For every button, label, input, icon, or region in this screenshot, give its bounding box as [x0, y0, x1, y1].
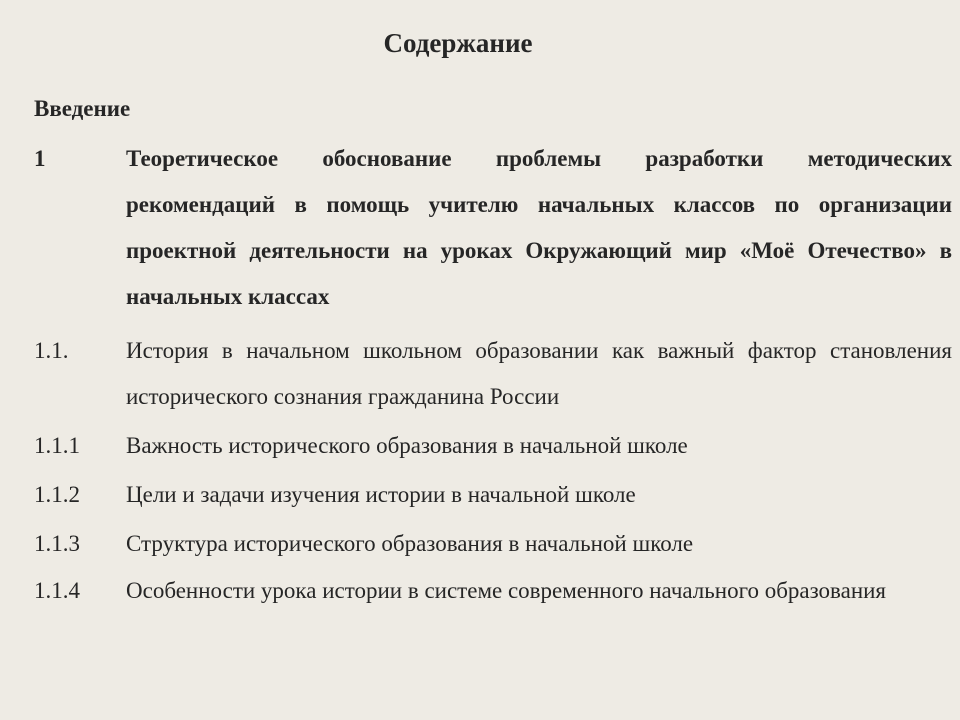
- toc-entry-number: 1.1.2: [34, 482, 80, 507]
- toc-entry-text: Особенности урока истории в системе современного начального образования: [126, 578, 887, 603]
- toc-entry-1-1: [34, 328, 952, 420]
- toc-intro: Введение: [34, 96, 131, 121]
- toc-entry-number: 1.1.3: [34, 531, 80, 556]
- toc-entry-text: Важность исторического образования в начальной школе: [126, 433, 688, 458]
- toc-entry-text: Структура исторического образования в начальной школе: [126, 531, 694, 556]
- page-title: Содержание: [383, 28, 533, 58]
- toc-entry-text: Теоретическое обоснование проблемы разработки методических рекомендаций в помощь учителю начальных классов по организации проектной деятельности на уроках Окружающий мир «Моё Отечество» в начальных классах: [126, 146, 952, 309]
- toc-entry-1-1-3: [34, 521, 952, 567]
- toc-entry-1: [34, 136, 952, 320]
- toc-entry-1-1-4: [34, 568, 952, 614]
- toc-entry-1-1-1: [34, 423, 952, 469]
- toc-entry-number: 1.1.1: [34, 433, 80, 458]
- toc-entry-number: 1.1.4: [34, 578, 80, 603]
- toc-entry-text: История в начальном школьном образовании как важный фактор становления исторического сознания гражданина России: [126, 338, 952, 409]
- toc-entry-number: 1.1.: [34, 338, 69, 363]
- toc-entry-number: 1: [34, 146, 46, 171]
- toc-entry-1-1-2: [34, 472, 952, 518]
- toc-entry-text: Цели и задачи изучения истории в начальной школе: [126, 482, 636, 507]
